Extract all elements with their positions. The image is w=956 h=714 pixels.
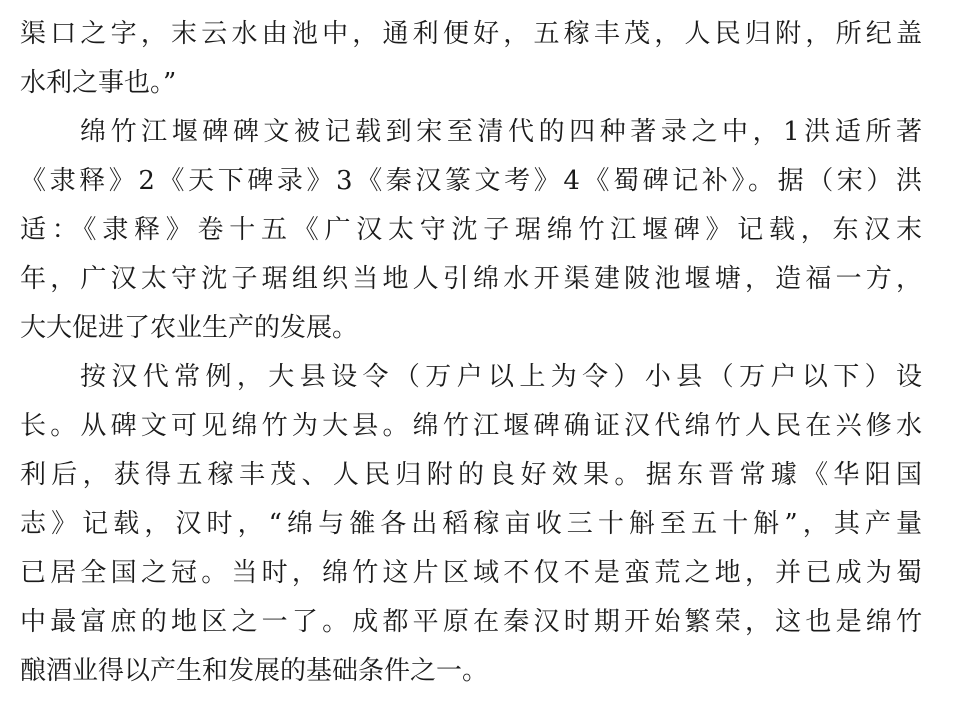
text-line: 已居全国之冠。当时，绵竹这片区域不仅不是蛮荒之地，并已成为蜀 bbox=[20, 558, 922, 588]
text-line: 年，广汉太守沈子琚组织当地人引绵水开渠建陂池堰塘，造福一方， bbox=[20, 264, 922, 294]
text-line: 《隶释》2《天下碑录》3《秦汉篆文考》4《蜀碑记补》。据（宋）洪 bbox=[20, 166, 922, 196]
text-line: 适：《隶释》卷十五《广汉太守沈子琚绵竹江堰碑》记载，东汉末 bbox=[20, 215, 922, 245]
paragraph-2 bbox=[20, 108, 922, 353]
paragraph-1 bbox=[20, 10, 922, 108]
text-line: 绵竹江堰碑碑文被记载到宋至清代的四种著录之中，1洪适所著 bbox=[80, 117, 922, 147]
text-line: 长。从碑文可见绵竹为大县。绵竹江堰碑确证汉代绵竹人民在兴修水 bbox=[20, 411, 922, 441]
text-line: 酿酒业得以产生和发展的基础条件之一。 bbox=[20, 656, 489, 686]
document-page bbox=[20, 10, 922, 696]
text-line: 水利之事也。” bbox=[20, 68, 177, 98]
text-line: 渠口之字，末云水由池中，通利便好，五稼丰茂，人民归附，所纪盖 bbox=[20, 19, 922, 49]
text-line: 大大促进了农业生产的发展。 bbox=[20, 313, 359, 343]
text-line: 中最富庶的地区之一了。成都平原在秦汉时期开始繁荣，这也是绵竹 bbox=[20, 607, 922, 637]
text-line: 按汉代常例，大县设令（万户以上为令）小县（万户以下）设 bbox=[80, 362, 922, 392]
text-line: 利后，获得五稼丰茂、人民归附的良好效果。据东晋常璩《华阳国 bbox=[20, 460, 922, 490]
text-line: 志》记载，汉时，“绵与雒各出稻稼亩收三十斛至五十斛”，其产量 bbox=[20, 509, 922, 539]
paragraph-3 bbox=[20, 353, 922, 696]
